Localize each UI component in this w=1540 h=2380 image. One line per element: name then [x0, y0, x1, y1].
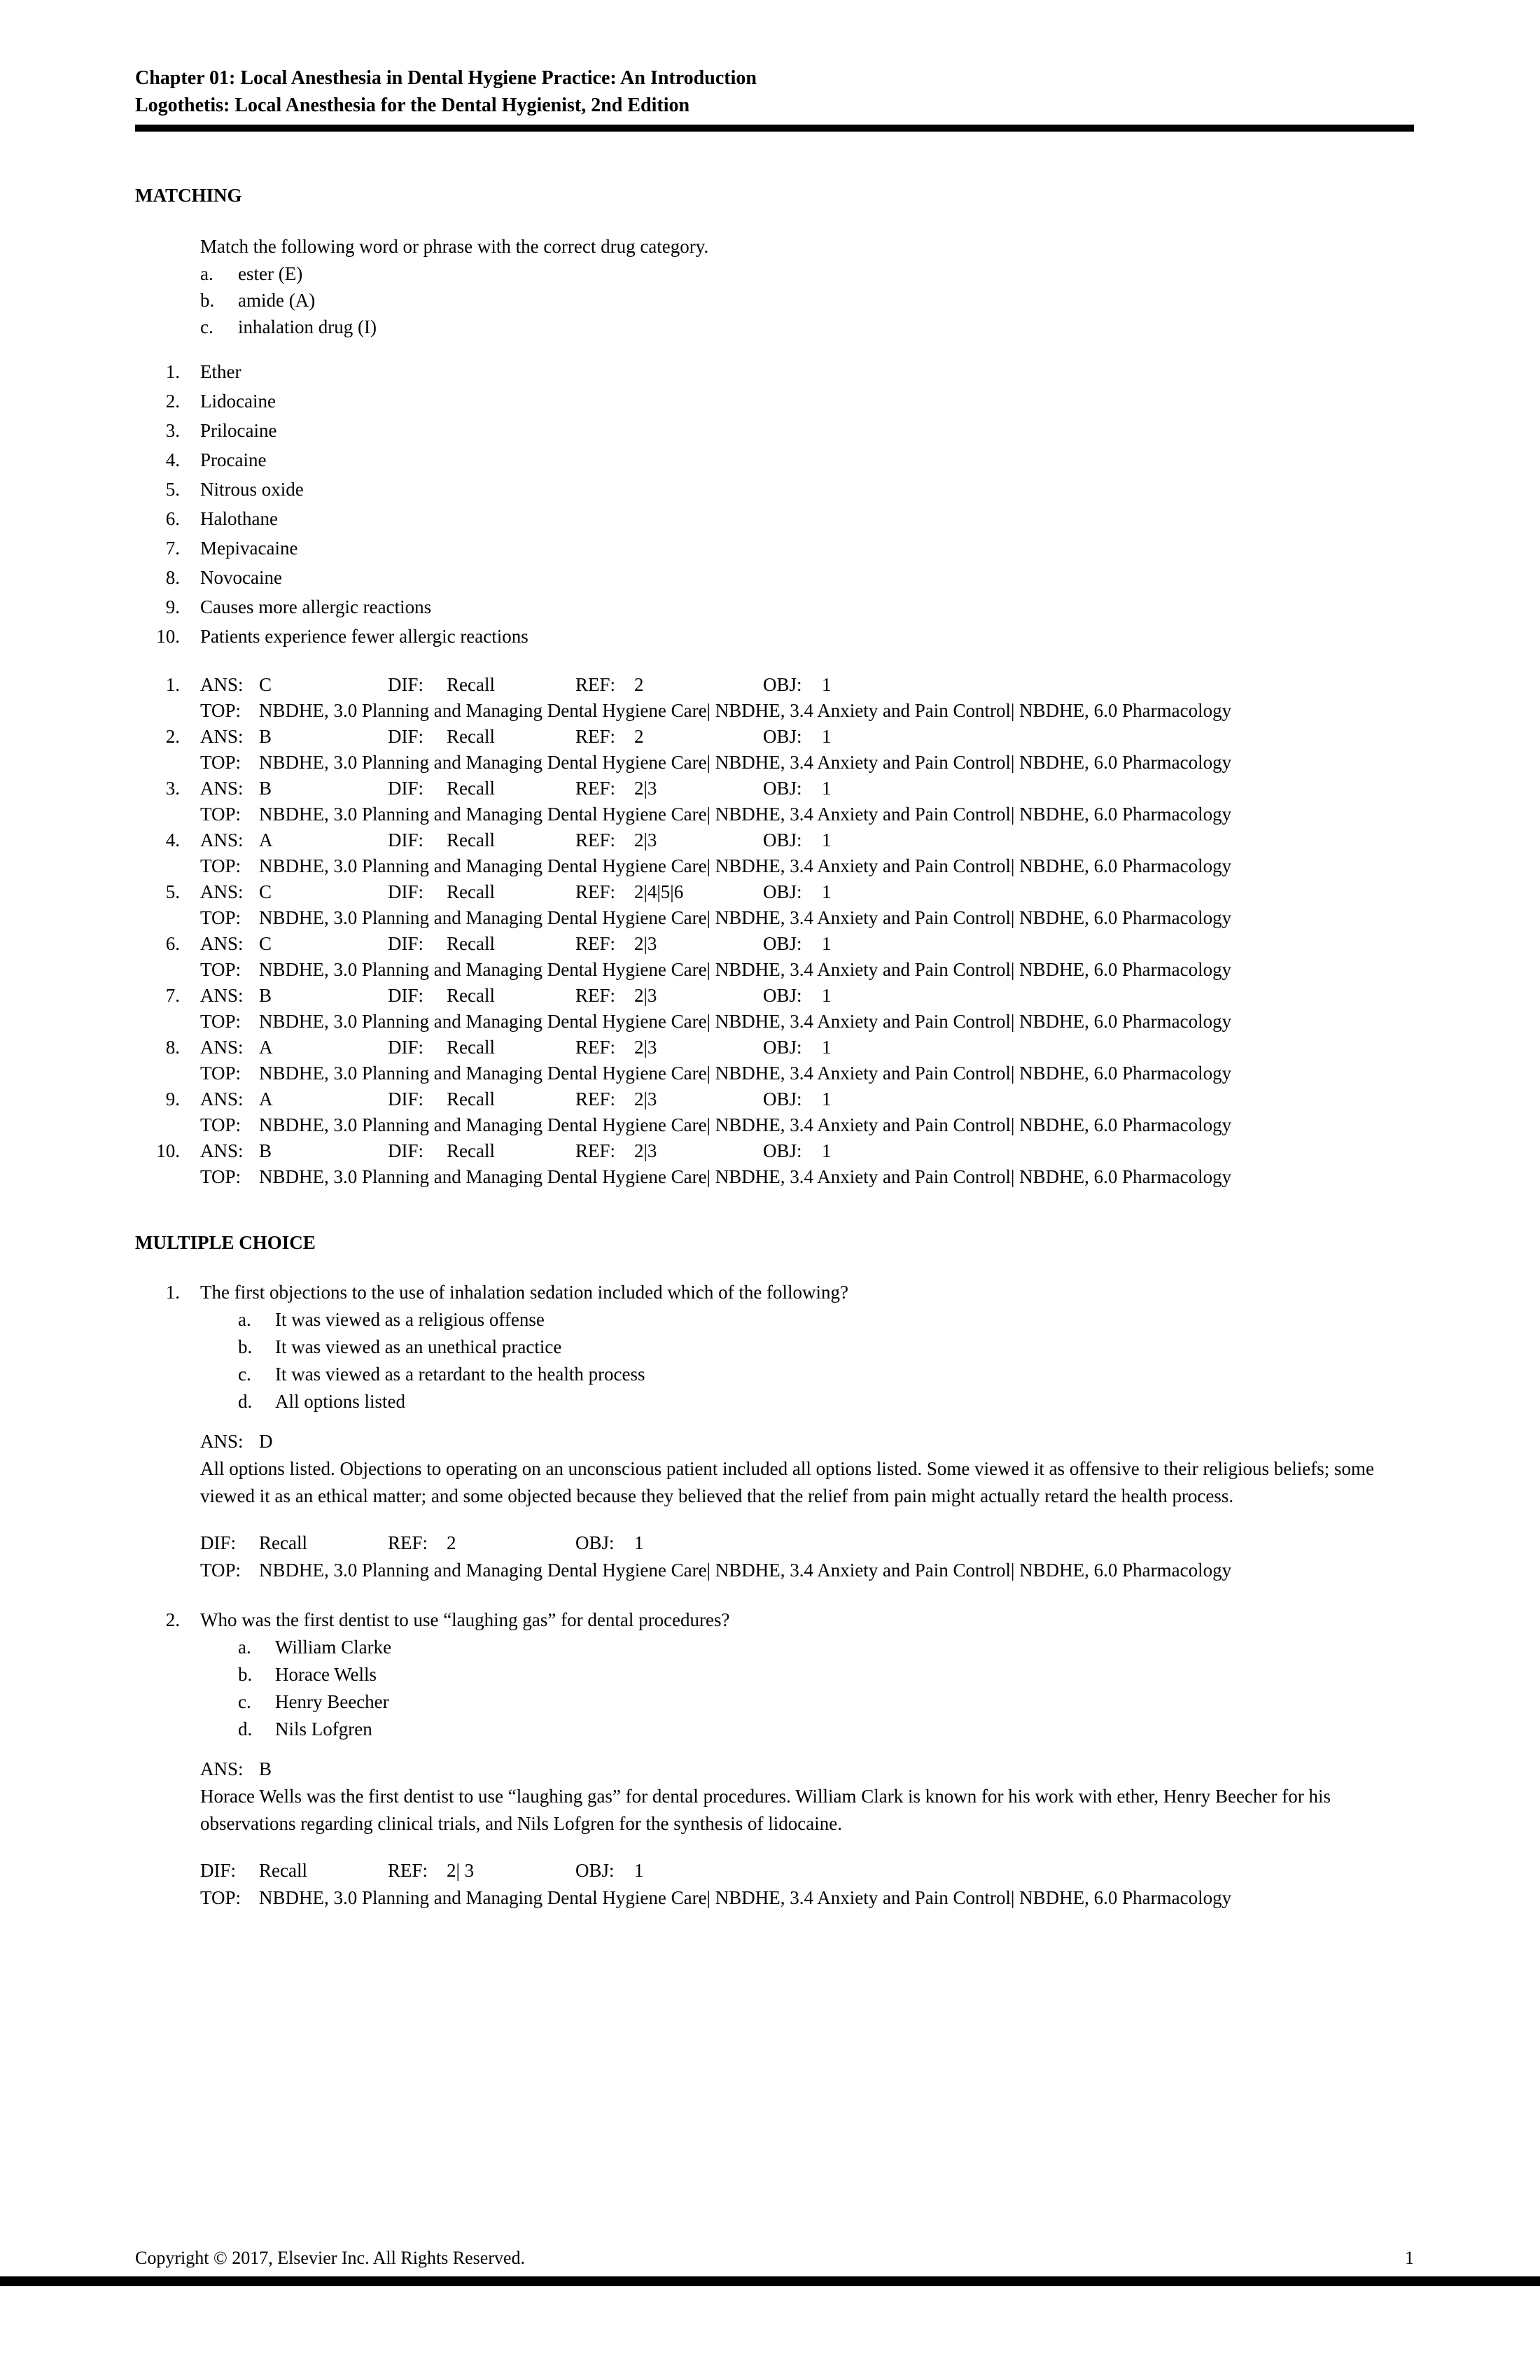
matching-answer-top-row	[135, 802, 1414, 827]
obj-value: 1	[822, 1037, 832, 1058]
obj-value: 1	[822, 674, 832, 695]
top-value: NBDHE, 3.0 Planning and Managing Dental Hygiene Care| NBDHE, 3.4 Anxiety and Pain Control| NBDHE, 6.0 Pharmacology	[259, 907, 1232, 928]
answer-line	[135, 1428, 1414, 1455]
matching-answer-row	[135, 931, 1414, 957]
matching-option-row	[135, 314, 1414, 340]
obj-label: OBJ:	[575, 1532, 615, 1553]
choice-text: It was viewed as a retardant to the health process	[275, 1364, 645, 1385]
ans-label: ANS:	[200, 1140, 244, 1161]
answer-number: 10.	[156, 1140, 180, 1161]
matching-item-row	[135, 386, 1414, 416]
choice-text: Horace Wells	[275, 1664, 377, 1685]
choice-text: Henry Beecher	[275, 1691, 389, 1712]
dif-value: Recall	[447, 674, 495, 695]
dif-value: Recall	[447, 726, 495, 747]
ans-label: ANS:	[200, 933, 244, 954]
ref-label: REF:	[575, 1037, 616, 1058]
ans-label: ANS:	[200, 1758, 244, 1779]
ref-value: 2	[634, 726, 644, 747]
matching-answer-top-row	[135, 1164, 1414, 1190]
ref-label: REF:	[575, 674, 616, 695]
section-heading-multiple-choice: MULTIPLE CHOICE	[135, 1232, 316, 1253]
ans-value: C	[259, 881, 272, 902]
dif-label: DIF:	[388, 674, 424, 695]
dif-label: DIF:	[388, 1037, 424, 1058]
ans-value: A	[259, 1037, 273, 1058]
item-number: 5.	[165, 479, 180, 500]
matching-answer	[135, 983, 1414, 1035]
matching-answer-row	[135, 1086, 1414, 1112]
question-text: Who was the first dentist to use “laughing gas” for dental procedures?	[200, 1609, 730, 1630]
item-number: 3.	[165, 420, 180, 441]
item-number: 6.	[165, 508, 180, 529]
ans-label: ANS:	[200, 1037, 244, 1058]
ans-label: ANS:	[200, 726, 244, 747]
ans-label: ANS:	[200, 830, 244, 850]
top-label: TOP:	[200, 804, 241, 825]
ref-value: 2|3	[634, 830, 657, 850]
obj-value: 1	[822, 933, 832, 954]
matching-answer	[135, 776, 1414, 827]
choice-letter: c.	[238, 1364, 251, 1385]
question-top-row	[135, 1884, 1414, 1912]
dif-label: DIF:	[388, 933, 424, 954]
ref-value: 2|4|5|6	[634, 881, 684, 902]
ans-value: D	[259, 1431, 273, 1452]
matching-answer-row	[135, 776, 1414, 802]
ref-value: 2|3	[634, 985, 657, 1006]
obj-value: 1	[822, 1088, 832, 1110]
matching-answer-list	[135, 672, 1414, 1190]
matching-answer-top-row	[135, 957, 1414, 983]
dif-value: Recall	[447, 1140, 495, 1161]
matching-answer	[135, 879, 1414, 931]
choice-row	[135, 1688, 1414, 1716]
ans-value: B	[259, 778, 272, 799]
top-label: TOP:	[200, 1166, 241, 1187]
obj-value: 1	[822, 778, 832, 799]
dif-label: DIF:	[200, 1860, 237, 1881]
item-number: 2.	[165, 391, 180, 412]
matching-answer	[135, 672, 1414, 724]
dif-label: DIF:	[388, 830, 424, 850]
option-letter: b.	[200, 290, 215, 311]
choice-row	[135, 1388, 1414, 1415]
ref-label: REF:	[388, 1860, 428, 1881]
top-value: NBDHE, 3.0 Planning and Managing Dental Hygiene Care| NBDHE, 3.4 Anxiety and Pain Control| NBDHE, 6.0 Pharmacology	[259, 700, 1232, 721]
question-text: The first objections to the use of inhalation sedation included which of the following?	[200, 1282, 849, 1303]
ref-label: REF:	[575, 985, 616, 1006]
choice-letter: c.	[238, 1691, 251, 1712]
dif-value: Recall	[447, 1088, 495, 1110]
matching-answer	[135, 931, 1414, 983]
choice-text: It was viewed as an unethical practice	[275, 1336, 562, 1357]
choice-row	[135, 1334, 1414, 1361]
question-top-row	[135, 1557, 1414, 1584]
matching-answer-top-row	[135, 1060, 1414, 1086]
stats-row	[135, 1857, 1414, 1884]
matching-answer-top-row	[135, 1112, 1414, 1138]
matching-answer	[135, 827, 1414, 879]
mc-question-1	[135, 1279, 1414, 1584]
page-number: 1	[1405, 2248, 1414, 2268]
matching-option-row	[135, 260, 1414, 287]
item-text: Prilocaine	[200, 420, 277, 441]
section-heading-matching: MATCHING	[135, 185, 242, 206]
answer-number: 7.	[165, 985, 180, 1006]
ans-label: ANS:	[200, 1088, 244, 1110]
ans-label: ANS:	[200, 778, 244, 799]
matching-item-row	[135, 563, 1414, 592]
answer-number: 9.	[165, 1088, 180, 1110]
obj-label: OBJ:	[763, 881, 802, 902]
obj-label: OBJ:	[763, 674, 802, 695]
obj-value: 1	[634, 1860, 644, 1881]
top-label: TOP:	[200, 700, 241, 721]
item-text: Nitrous oxide	[200, 479, 304, 500]
item-number: 7.	[165, 538, 180, 559]
option-text: inhalation drug (I)	[238, 316, 377, 337]
item-number: 9.	[165, 596, 180, 617]
obj-label: OBJ:	[763, 1088, 802, 1110]
item-text: Causes more allergic reactions	[200, 596, 432, 617]
choice-list	[135, 1634, 1414, 1743]
choice-letter: a.	[238, 1309, 251, 1330]
obj-value: 1	[822, 726, 832, 747]
copyright-text: Copyright © 2017, Elsevier Inc. All Rights Reserved.	[135, 2248, 526, 2268]
ans-label: ANS:	[200, 1431, 244, 1452]
answer-number: 3.	[165, 778, 180, 799]
top-value: NBDHE, 3.0 Planning and Managing Dental Hygiene Care| NBDHE, 3.4 Anxiety and Pain Control| NBDHE, 6.0 Pharmacology	[259, 752, 1232, 773]
ref-value: 2|3	[634, 1037, 657, 1058]
item-text: Novocaine	[200, 567, 282, 588]
choice-row	[135, 1306, 1414, 1334]
top-value: NBDHE, 3.0 Planning and Managing Dental Hygiene Care| NBDHE, 3.4 Anxiety and Pain Control| NBDHE, 6.0 Pharmacology	[259, 1114, 1232, 1135]
answer-number: 5.	[165, 881, 180, 902]
matching-item-row	[135, 475, 1414, 504]
matching-answer-row	[135, 724, 1414, 750]
ref-value: 2	[634, 674, 644, 695]
dif-value: Recall	[259, 1860, 307, 1881]
top-label: TOP:	[200, 1011, 241, 1032]
item-text: Patients experience fewer allergic reactions	[200, 626, 528, 647]
matching-item-row	[135, 445, 1414, 475]
header-rule	[135, 125, 1414, 132]
matching-answer	[135, 1138, 1414, 1190]
choice-row	[135, 1361, 1414, 1388]
dif-label: DIF:	[388, 1140, 424, 1161]
matching-item-list	[135, 357, 1414, 651]
matching-item-row	[135, 622, 1414, 651]
obj-value: 1	[822, 881, 832, 902]
item-number: 1.	[165, 361, 180, 382]
top-label: TOP:	[200, 1063, 241, 1084]
item-number: 10.	[156, 626, 180, 647]
matching-item-row	[135, 357, 1414, 386]
ref-label: REF:	[575, 881, 616, 902]
item-text: Mepivacaine	[200, 538, 298, 559]
ans-value: A	[259, 830, 273, 850]
ans-value: B	[259, 1758, 272, 1779]
dif-value: Recall	[447, 778, 495, 799]
dif-value: Recall	[259, 1532, 307, 1553]
matching-answer-row	[135, 827, 1414, 853]
matching-item-row	[135, 533, 1414, 563]
ref-label: REF:	[575, 1140, 616, 1161]
obj-label: OBJ:	[763, 1037, 802, 1058]
obj-label: OBJ:	[763, 830, 802, 850]
dif-label: DIF:	[388, 726, 424, 747]
ans-value: B	[259, 1140, 272, 1161]
matching-answer-row	[135, 879, 1414, 905]
dif-value: Recall	[447, 1037, 495, 1058]
book-title: Logothetis: Local Anesthesia for the Dental Hygienist, 2nd Edition	[135, 94, 690, 116]
footer	[135, 2247, 1414, 2269]
ans-value: B	[259, 985, 272, 1006]
choice-letter: d.	[238, 1391, 253, 1412]
header	[135, 64, 1414, 132]
question-row	[135, 1279, 1414, 1306]
top-label: TOP:	[200, 1560, 241, 1581]
question-number: 2.	[165, 1609, 180, 1630]
dif-value: Recall	[447, 985, 495, 1006]
matching-answer	[135, 1035, 1414, 1086]
ref-value: 2|3	[634, 933, 657, 954]
obj-label: OBJ:	[763, 985, 802, 1006]
answer-number: 8.	[165, 1037, 180, 1058]
choice-text: Nils Lofgren	[275, 1718, 372, 1740]
obj-value: 1	[822, 830, 832, 850]
ans-value: C	[259, 933, 272, 954]
matching-intro: Match the following word or phrase with the correct drug category.	[200, 236, 709, 257]
option-text: amide (A)	[238, 290, 316, 311]
ans-label: ANS:	[200, 881, 244, 902]
matching-item-row	[135, 416, 1414, 445]
choice-text: William Clarke	[275, 1637, 392, 1658]
choice-letter: b.	[238, 1336, 253, 1357]
stats-row	[135, 1530, 1414, 1557]
ref-value: 2| 3	[447, 1860, 475, 1881]
ref-label: REF:	[388, 1532, 428, 1553]
item-text: Halothane	[200, 508, 278, 529]
matching-answer	[135, 1086, 1414, 1138]
obj-value: 1	[822, 985, 832, 1006]
top-value: NBDHE, 3.0 Planning and Managing Dental Hygiene Care| NBDHE, 3.4 Anxiety and Pain Control| NBDHE, 6.0 Pharmacology	[259, 855, 1232, 876]
answer-line	[135, 1756, 1414, 1783]
item-number: 8.	[165, 567, 180, 588]
matching-item-row	[135, 592, 1414, 622]
top-value: NBDHE, 3.0 Planning and Managing Dental Hygiene Care| NBDHE, 3.4 Anxiety and Pain Control| NBDHE, 6.0 Pharmacology	[259, 1887, 1232, 1908]
dif-label: DIF:	[388, 1088, 424, 1110]
mc-question-2	[135, 1606, 1414, 1912]
item-text: Procaine	[200, 449, 267, 470]
matching-answer-row	[135, 1035, 1414, 1060]
item-text: Lidocaine	[200, 391, 276, 412]
ref-value: 2|3	[634, 778, 657, 799]
matching-answer-top-row	[135, 698, 1414, 724]
top-value: NBDHE, 3.0 Planning and Managing Dental Hygiene Care| NBDHE, 3.4 Anxiety and Pain Control| NBDHE, 6.0 Pharmacology	[259, 1063, 1232, 1084]
dif-value: Recall	[447, 830, 495, 850]
option-text: ester (E)	[238, 263, 303, 284]
obj-value: 1	[822, 1140, 832, 1161]
matching-answer-row	[135, 983, 1414, 1009]
top-label: TOP:	[200, 1114, 241, 1135]
dif-label: DIF:	[388, 778, 424, 799]
ref-label: REF:	[575, 933, 616, 954]
answer-number: 1.	[165, 674, 180, 695]
ans-label: ANS:	[200, 985, 244, 1006]
choice-text: All options listed	[275, 1391, 406, 1412]
choice-row	[135, 1661, 1414, 1688]
chapter-title: Chapter 01: Local Anesthesia in Dental Hygiene Practice: An Introduction	[135, 67, 757, 89]
matching-answer-top-row	[135, 750, 1414, 776]
ref-label: REF:	[575, 726, 616, 747]
item-number: 4.	[165, 449, 180, 470]
choice-letter: a.	[238, 1637, 251, 1658]
top-label: TOP:	[200, 959, 241, 980]
choice-letter: b.	[238, 1664, 253, 1685]
obj-label: OBJ:	[763, 726, 802, 747]
top-value: NBDHE, 3.0 Planning and Managing Dental Hygiene Care| NBDHE, 3.4 Anxiety and Pain Control| NBDHE, 6.0 Pharmacology	[259, 1166, 1232, 1187]
top-label: TOP:	[200, 855, 241, 876]
ref-value: 2|3	[634, 1140, 657, 1161]
ans-value: C	[259, 674, 272, 695]
matching-answer-top-row	[135, 1009, 1414, 1035]
top-value: NBDHE, 3.0 Planning and Managing Dental Hygiene Care| NBDHE, 3.4 Anxiety and Pain Control| NBDHE, 6.0 Pharmacology	[259, 1560, 1232, 1581]
obj-label: OBJ:	[763, 933, 802, 954]
obj-label: OBJ:	[575, 1860, 615, 1881]
top-label: TOP:	[200, 907, 241, 928]
choice-letter: d.	[238, 1718, 253, 1740]
top-value: NBDHE, 3.0 Planning and Managing Dental Hygiene Care| NBDHE, 3.4 Anxiety and Pain Control| NBDHE, 6.0 Pharmacology	[259, 959, 1232, 980]
option-letter: a.	[200, 263, 214, 284]
matching-answer-row	[135, 672, 1414, 698]
answer-number: 2.	[165, 726, 180, 747]
ans-label: ANS:	[200, 674, 244, 695]
answer-number: 6.	[165, 933, 180, 954]
dif-label: DIF:	[388, 881, 424, 902]
dif-value: Recall	[447, 881, 495, 902]
obj-label: OBJ:	[763, 1140, 802, 1161]
question-number: 1.	[165, 1282, 180, 1303]
top-label: TOP:	[200, 1887, 241, 1908]
item-text: Ether	[200, 361, 241, 382]
choice-row	[135, 1634, 1414, 1661]
matching-answer	[135, 724, 1414, 776]
top-value: NBDHE, 3.0 Planning and Managing Dental Hygiene Care| NBDHE, 3.4 Anxiety and Pain Control| NBDHE, 6.0 Pharmacology	[259, 1011, 1232, 1032]
answer-number: 4.	[165, 830, 180, 850]
matching-answer-row	[135, 1138, 1414, 1164]
dif-label: DIF:	[388, 985, 424, 1006]
ref-value: 2	[447, 1532, 456, 1553]
choice-row	[135, 1716, 1414, 1743]
choice-text: It was viewed as a religious offense	[275, 1309, 545, 1330]
feedback-text: Horace Wells was the first dentist to use “laughing gas” for dental procedures. William Clark is known for his work with ether, Henry Beecher for his observations regarding clinical trials, and Nils Lofgren for the synthesis of lidocaine.	[200, 1786, 1331, 1834]
top-value: NBDHE, 3.0 Planning and Managing Dental Hygiene Care| NBDHE, 3.4 Anxiety and Pain Control| NBDHE, 6.0 Pharmacology	[259, 804, 1232, 825]
ref-value: 2|3	[634, 1088, 657, 1110]
feedback-text: All options listed. Objections to operating on an unconscious patient included all options listed. Some viewed it as offensive to their religious beliefs; some viewed it as an ethical matter; and some objected because they believed that the relief from pain might actually retard the health process.	[200, 1458, 1374, 1506]
dif-label: DIF:	[200, 1532, 237, 1553]
obj-value: 1	[634, 1532, 644, 1553]
matching-answer-top-row	[135, 905, 1414, 931]
matching-item-row	[135, 504, 1414, 533]
choice-list	[135, 1306, 1414, 1415]
question-row	[135, 1606, 1414, 1634]
ref-label: REF:	[575, 778, 616, 799]
ref-label: REF:	[575, 1088, 616, 1110]
option-letter: c.	[200, 316, 214, 337]
ref-label: REF:	[575, 830, 616, 850]
obj-label: OBJ:	[763, 778, 802, 799]
ans-value: A	[259, 1088, 273, 1110]
dif-value: Recall	[447, 933, 495, 954]
ans-value: B	[259, 726, 272, 747]
top-label: TOP:	[200, 752, 241, 773]
matching-option-row	[135, 287, 1414, 314]
bottom-bar	[0, 2276, 1540, 2286]
matching-answer-top-row	[135, 853, 1414, 879]
matching-option-list	[135, 260, 1414, 340]
